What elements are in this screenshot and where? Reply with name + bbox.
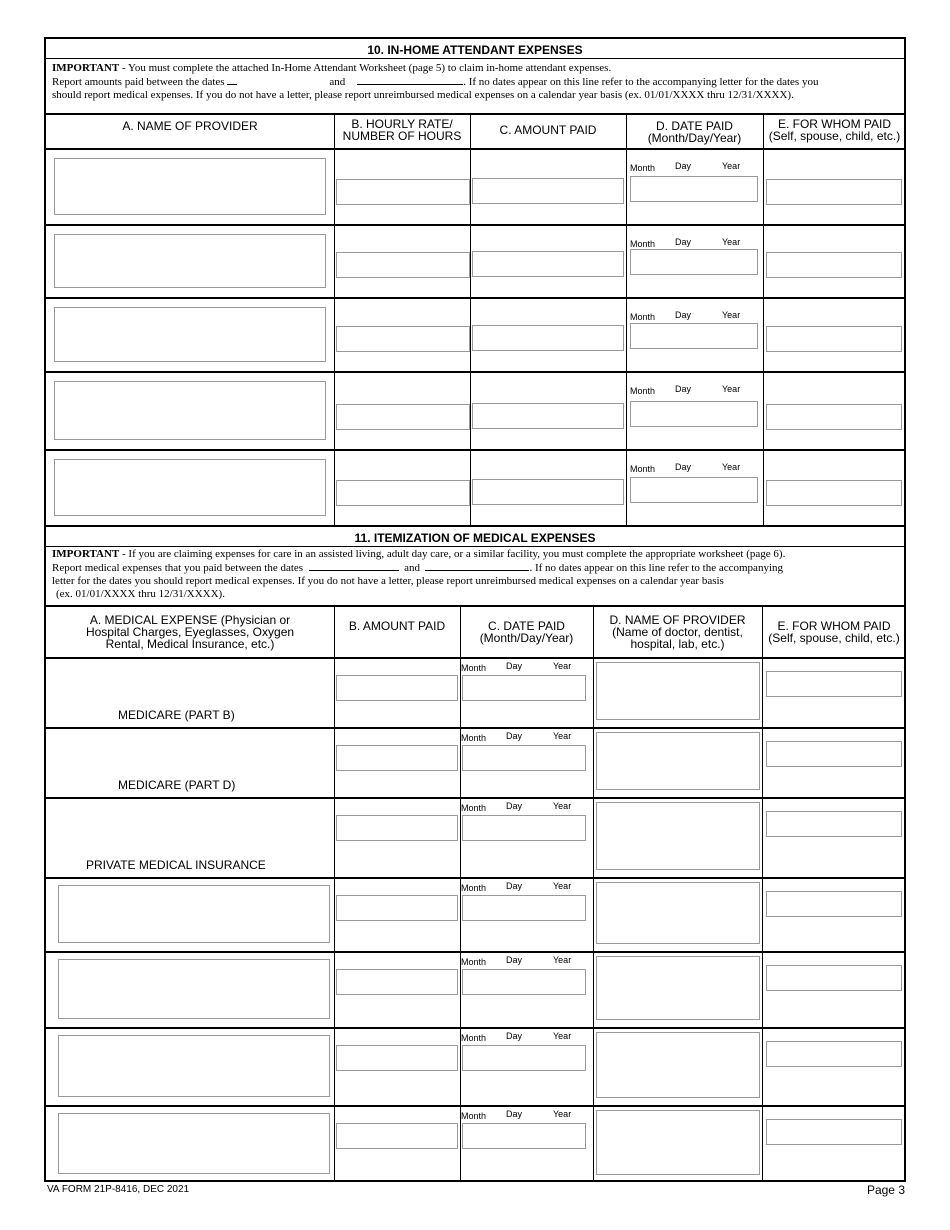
- month-label: Month: [630, 464, 656, 474]
- divider: [46, 605, 904, 607]
- year-label: Year: [553, 955, 572, 965]
- divider: [46, 546, 904, 547]
- month-label: Month: [630, 386, 656, 396]
- date-paid-field[interactable]: [462, 815, 586, 841]
- expense-label: MEDICARE (PART D): [118, 778, 236, 792]
- provider-name-field[interactable]: [54, 459, 326, 516]
- provider-name-field[interactable]: [54, 381, 326, 440]
- month-label: Month: [461, 883, 487, 893]
- header-name-of-provider: D. NAME OF PROVIDER (Name of doctor, dentist, hospital, lab, etc.): [609, 613, 746, 651]
- provider-name-field[interactable]: [54, 234, 326, 288]
- amount-paid-field[interactable]: [336, 1045, 458, 1071]
- day-label: Day: [506, 881, 523, 891]
- date-blank: [357, 75, 463, 85]
- row-divider: [46, 1027, 904, 1029]
- year-label: Year: [553, 1109, 572, 1119]
- for-whom-paid-field[interactable]: [766, 252, 902, 278]
- divider: [46, 525, 904, 527]
- column-divider: [334, 607, 335, 1182]
- instruction-text: (ex. 01/01/XXXX thru 12/31/XXXX).: [56, 588, 225, 600]
- year-label: Year: [553, 881, 572, 891]
- amount-paid-field[interactable]: [336, 815, 458, 841]
- year-label: Year: [722, 384, 741, 394]
- divider: [46, 657, 904, 659]
- section-10-instructions: [52, 62, 898, 102]
- amount-paid-field[interactable]: [336, 969, 458, 995]
- provider-name-field[interactable]: [596, 802, 760, 870]
- amount-paid-field[interactable]: [336, 675, 458, 701]
- for-whom-paid-field[interactable]: [766, 891, 902, 917]
- day-label: Day: [675, 462, 692, 472]
- for-whom-paid-field[interactable]: [766, 326, 902, 352]
- for-whom-paid-field[interactable]: [766, 404, 902, 430]
- column-divider: [626, 115, 627, 525]
- row-divider: [46, 297, 904, 299]
- day-label: Day: [675, 310, 692, 320]
- header-for-whom-paid: E. FOR WHOM PAID (Self, spouse, child, etc.): [768, 117, 901, 143]
- month-label: Month: [461, 733, 487, 743]
- provider-name-field[interactable]: [596, 732, 760, 790]
- hourly-rate-field[interactable]: [336, 179, 470, 205]
- day-label: Day: [506, 731, 523, 741]
- year-label: Year: [722, 237, 741, 247]
- month-label: Month: [461, 957, 487, 967]
- date-paid-field[interactable]: [462, 1045, 586, 1071]
- date-paid-field[interactable]: [630, 176, 758, 202]
- date-paid-field[interactable]: [462, 675, 586, 701]
- year-label: Year: [722, 161, 741, 171]
- month-label: Month: [461, 663, 487, 673]
- date-blank: [425, 561, 529, 571]
- column-divider: [762, 607, 763, 1182]
- amount-paid-field[interactable]: [472, 403, 624, 429]
- day-label: Day: [506, 1031, 523, 1041]
- header-medical-expense: A. MEDICAL EXPENSE (Physician or Hospital Charges, Eyeglasses, Oxygen Rental, Medical Insurance, etc.): [85, 613, 295, 651]
- amount-paid-field[interactable]: [472, 479, 624, 505]
- amount-paid-field[interactable]: [336, 1123, 458, 1149]
- medical-expense-field[interactable]: [58, 959, 330, 1019]
- header-for-whom-paid: E. FOR WHOM PAID (Self, spouse, child, etc.): [768, 619, 900, 645]
- provider-name-field[interactable]: [596, 662, 760, 720]
- important-label: IMPORTANT: [52, 548, 120, 560]
- header-hourly-rate: B. HOURLY RATE/ NUMBER OF HOURS: [342, 117, 462, 143]
- year-label: Year: [553, 661, 572, 671]
- for-whom-paid-field[interactable]: [766, 965, 902, 991]
- instruction-text: Report amounts paid between the dates: [52, 76, 225, 88]
- row-divider: [46, 449, 904, 451]
- instruction-text: . If no dates appear on this line refer to the accompanying letter for the dates you: [463, 76, 819, 88]
- year-label: Year: [553, 731, 572, 741]
- date-blank: [227, 75, 237, 85]
- medical-expense-field[interactable]: [58, 885, 330, 943]
- provider-name-field[interactable]: [54, 307, 326, 362]
- row-divider: [46, 727, 904, 729]
- row-divider: [46, 877, 904, 879]
- instruction-text: - You must complete the attached In-Home Attendant Worksheet (page 5) to claim in-home attendant expenses.: [119, 62, 612, 74]
- header-amount-paid: C. AMOUNT PAID: [499, 123, 597, 137]
- for-whom-paid-field[interactable]: [766, 179, 902, 205]
- hourly-rate-field[interactable]: [336, 480, 470, 506]
- column-divider: [460, 607, 461, 1182]
- day-label: Day: [675, 237, 692, 247]
- amount-paid-field[interactable]: [472, 251, 624, 277]
- row-divider: [46, 224, 904, 226]
- date-paid-field[interactable]: [630, 401, 758, 427]
- date-blank: [309, 561, 399, 571]
- divider: [46, 58, 904, 59]
- date-paid-field[interactable]: [462, 895, 586, 921]
- for-whom-paid-field[interactable]: [766, 671, 902, 697]
- amount-paid-field[interactable]: [336, 745, 458, 771]
- amount-paid-field[interactable]: [472, 178, 624, 204]
- day-label: Day: [506, 1109, 523, 1119]
- date-paid-field[interactable]: [462, 745, 586, 771]
- for-whom-paid-field[interactable]: [766, 811, 902, 837]
- row-divider: [46, 797, 904, 799]
- instruction-text: - If you are claiming expenses for care in an assisted living, adult day care, or a similar facility, you must complete the appropriate worksheet (page 6).: [119, 548, 786, 560]
- amount-paid-field[interactable]: [472, 325, 624, 351]
- form-number: VA FORM 21P-8416, DEC 2021: [47, 1184, 190, 1195]
- day-label: Day: [506, 661, 523, 671]
- column-divider: [593, 607, 594, 1182]
- amount-paid-field[interactable]: [336, 895, 458, 921]
- month-label: Month: [630, 239, 656, 249]
- page-number: Page 3: [866, 1183, 905, 1197]
- section-10-title: 10. IN-HOME ATTENDANT EXPENSES: [367, 43, 583, 57]
- column-divider: [763, 115, 764, 525]
- provider-name-field[interactable]: [596, 1032, 760, 1098]
- divider: [46, 148, 904, 150]
- important-label: IMPORTANT: [52, 62, 120, 74]
- instruction-text: and: [404, 562, 420, 574]
- provider-name-field[interactable]: [596, 882, 760, 944]
- date-paid-field[interactable]: [630, 323, 758, 349]
- section-11-title: 11. ITEMIZATION OF MEDICAL EXPENSES: [354, 531, 596, 545]
- instruction-text: . If no dates appear on this line refer to the accompanying: [529, 562, 783, 574]
- header-name-of-provider: A. NAME OF PROVIDER: [122, 119, 258, 133]
- provider-name-field[interactable]: [596, 956, 760, 1020]
- year-label: Year: [722, 462, 741, 472]
- date-paid-field[interactable]: [630, 249, 758, 275]
- month-label: Month: [630, 163, 656, 173]
- month-label: Month: [630, 312, 656, 322]
- instruction-text: and: [329, 76, 346, 88]
- column-divider: [470, 115, 471, 525]
- day-label: Day: [675, 161, 692, 171]
- header-amount-paid: B. AMOUNT PAID: [348, 619, 446, 633]
- day-label: Day: [506, 801, 523, 811]
- for-whom-paid-field[interactable]: [766, 741, 902, 767]
- instruction-text: letter for the dates you should report medical expenses. If you do not have a letter, please report unreimbursed medical expenses on a calendar year basis: [52, 575, 724, 587]
- for-whom-paid-field[interactable]: [766, 1041, 902, 1067]
- section-11-instructions: [52, 548, 898, 601]
- header-date-paid: D. DATE PAID (Month/Day/Year): [647, 119, 742, 145]
- medical-expense-field[interactable]: [58, 1113, 330, 1174]
- day-label: Day: [506, 955, 523, 965]
- provider-name-field[interactable]: [596, 1110, 760, 1175]
- hourly-rate-field[interactable]: [336, 326, 470, 352]
- month-label: Month: [461, 1111, 487, 1121]
- year-label: Year: [722, 310, 741, 320]
- for-whom-paid-field[interactable]: [766, 1119, 902, 1145]
- header-date-paid: C. DATE PAID (Month/Day/Year): [479, 619, 574, 645]
- divider: [46, 113, 904, 115]
- row-divider: [46, 951, 904, 953]
- month-label: Month: [461, 803, 487, 813]
- instruction-text: Report medical expenses that you paid between the dates: [52, 562, 304, 574]
- column-divider: [334, 115, 335, 525]
- month-label: Month: [461, 1033, 487, 1043]
- expense-label: MEDICARE (PART B): [118, 708, 235, 722]
- year-label: Year: [553, 801, 572, 811]
- provider-name-field[interactable]: [54, 158, 326, 215]
- year-label: Year: [553, 1031, 572, 1041]
- day-label: Day: [675, 384, 692, 394]
- medical-expense-field[interactable]: [58, 1035, 330, 1097]
- hourly-rate-field[interactable]: [336, 404, 470, 430]
- instruction-text: should report medical expenses. If you do not have a letter, please report unreimbursed medical expenses on a calendar year basis (ex. 01/01/XXXX thru 12/31/XXXX).: [52, 89, 794, 101]
- expense-label: PRIVATE MEDICAL INSURANCE: [86, 858, 266, 872]
- hourly-rate-field[interactable]: [336, 252, 470, 278]
- date-paid-field[interactable]: [462, 969, 586, 995]
- form-frame: [44, 37, 906, 1182]
- row-divider: [46, 1105, 904, 1107]
- date-paid-field[interactable]: [462, 1123, 586, 1149]
- date-paid-field[interactable]: [630, 477, 758, 503]
- row-divider: [46, 371, 904, 373]
- for-whom-paid-field[interactable]: [766, 480, 902, 506]
